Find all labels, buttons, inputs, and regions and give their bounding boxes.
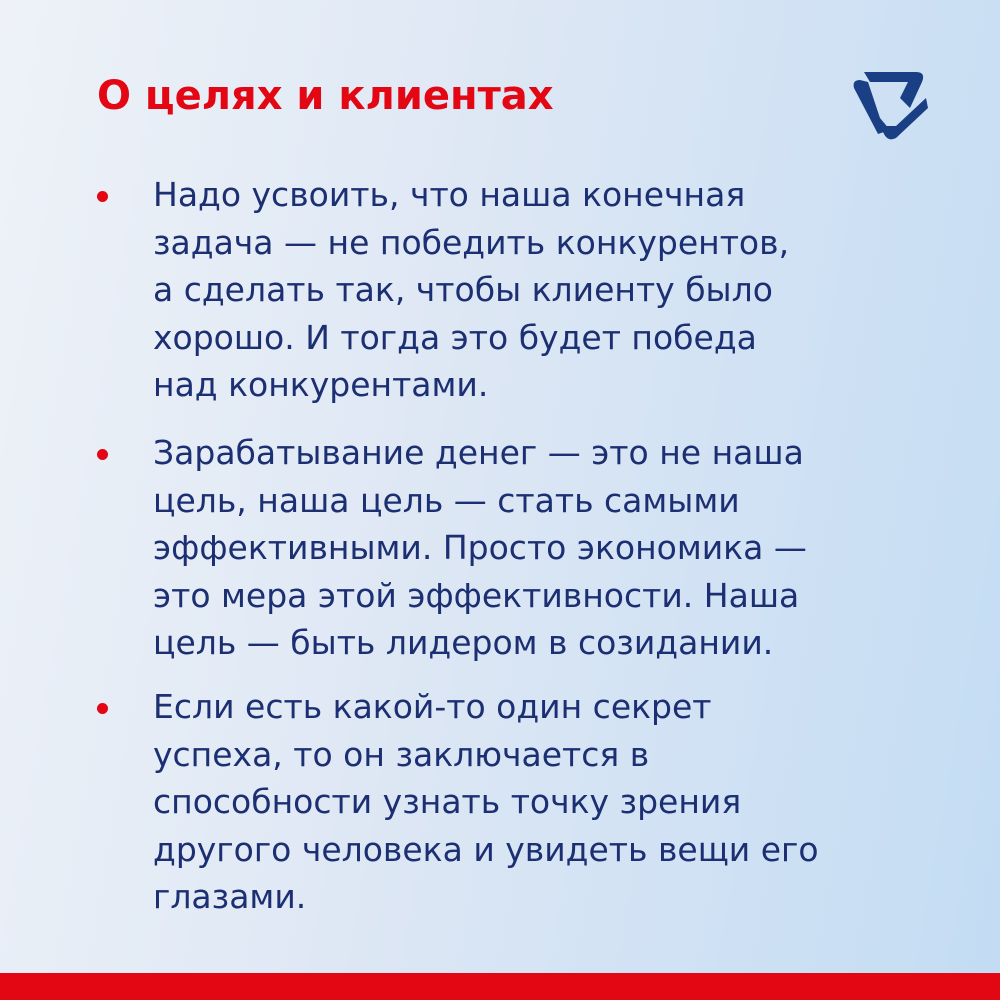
text-line: цель — быть лидером в созидании. (153, 623, 774, 662)
text-line: это мера этой эффективности. Наша (153, 575, 800, 615)
bullet-text (153, 683, 913, 921)
bullet-icon (97, 703, 108, 714)
bullet-text (153, 171, 913, 409)
text-line: над конкурентами. (153, 365, 489, 404)
text-line: способности узнать точку зрения (153, 782, 742, 821)
bullet-text (153, 429, 913, 667)
bullet-icon (97, 191, 108, 202)
text-line: эффективными. Просто экономика — (153, 528, 807, 567)
text-line: а сделать так, чтобы клиенту было (153, 270, 773, 309)
bullet-icon (97, 449, 108, 460)
text-line: другого человека и увидеть вещи его (153, 829, 819, 869)
text-line: цель, наша цель — стать самыми (153, 480, 740, 520)
bottom-accent-bar (0, 973, 1000, 1000)
text-line: Надо усвоить, что наша конечная (153, 175, 746, 214)
text-line: хорошо. И тогда это будет победа (153, 317, 757, 357)
text-line: Зарабатывание денег — это не наша (153, 433, 804, 472)
text-line: глазами. (153, 877, 307, 916)
page-title: О целях и клиентах (97, 73, 554, 119)
text-line: Если есть какой-то один секрет (153, 687, 712, 726)
text-line: успеха, то он заключается в (153, 734, 650, 774)
text-line: задача — не победить конкурентов, (153, 222, 790, 262)
